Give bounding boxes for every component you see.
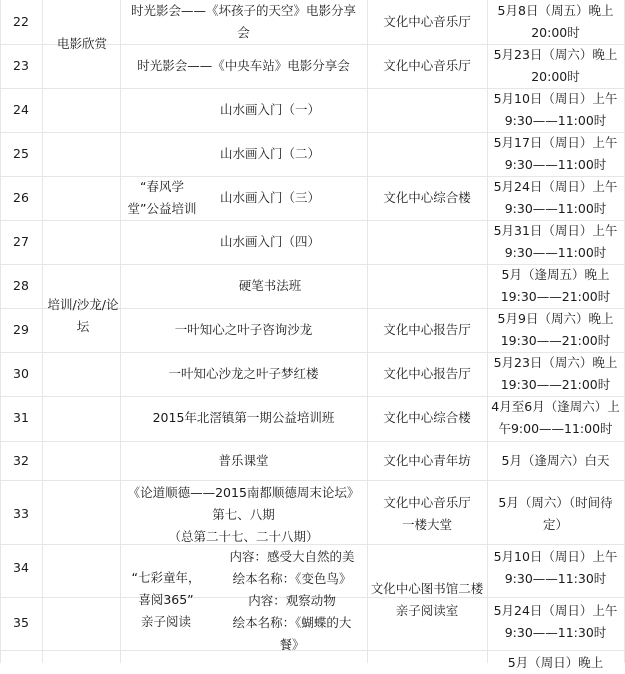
activity-content: 内容：感受大自然的美 [229, 549, 355, 564]
activity-content: 内容：观察动物 [248, 593, 336, 608]
row-number: 26 [13, 190, 29, 205]
time: 9:30——11:00时 [504, 245, 607, 260]
time: 5月（周六）（时间待 [498, 495, 613, 510]
row-number: 23 [13, 58, 29, 73]
time-partial: 5月（周日）晚上 [507, 655, 604, 670]
activity-content: 绘本名称：《变色鸟》 [232, 571, 352, 586]
venue: 文化中心报告厅 [383, 322, 471, 337]
activity-title: 时光影会——《坏孩子的天空》电影分享 [130, 3, 356, 18]
row-number: 25 [13, 146, 29, 161]
time: 9:30——11:00时 [504, 157, 607, 172]
activity-title: 山水画入门（三） [219, 190, 320, 205]
category-spring-wind: “春风学 [140, 179, 184, 194]
activity-title: 2015年北滘镇第一期公益培训班 [152, 410, 335, 425]
venue: 文化中心音乐厅 [383, 14, 471, 29]
activity-title: 一叶知心之叶子咨询沙龙 [174, 322, 313, 337]
venue: 文化中心音乐厅 [383, 495, 471, 510]
activity-title: 山水画入门（四） [219, 234, 320, 249]
time: 5月10日（周日）上午 [493, 549, 618, 564]
time: 19:30——21:00时 [500, 289, 611, 304]
time: 5月8日（周五）晚上 [497, 3, 614, 18]
row-divider [0, 441, 625, 442]
activity-title: 《论道顺德——2015南都顺德周末论坛》 [127, 485, 360, 500]
time: 20:00时 [531, 69, 580, 84]
venue: 文化中心音乐厅 [383, 58, 471, 73]
category-seven-color: 喜阅365” [138, 592, 194, 607]
activity-title: 硬笔书法班 [238, 278, 302, 293]
venue: 一楼大堂 [401, 517, 452, 532]
activity-title: 普乐课堂 [218, 453, 269, 468]
row-number: 29 [13, 322, 29, 337]
activity-title: 山水画入门（二） [219, 146, 320, 161]
row-number: 24 [13, 102, 29, 117]
venue: 文化中心报告厅 [383, 366, 471, 381]
time: 5月31日（周日）上午 [493, 223, 618, 238]
activity-content: 餐》 [279, 637, 305, 652]
time: 5月23日（周六）晚上 [493, 47, 618, 62]
activity-title: 山水画入门（一） [219, 102, 320, 117]
time: 19:30——21:00时 [500, 377, 611, 392]
activity-title: 时光影会——《中央车站》电影分享会 [137, 58, 350, 73]
time: 5月24日（周日）上午 [493, 179, 618, 194]
category-training: 坛 [76, 319, 90, 334]
time: 19:30——21:00时 [500, 333, 611, 348]
time: 5月24日（周日）上午 [493, 603, 618, 618]
venue: 文化中心青年坊 [383, 453, 471, 468]
row-number: 32 [13, 453, 29, 468]
row-number: 35 [13, 615, 29, 630]
time: 4月至6月（逢周六）上 [491, 399, 620, 414]
activity-title: （总第二十七、二十八期） [168, 529, 319, 544]
time: 午9:00——11:00时 [498, 421, 613, 436]
time: 定） [542, 517, 568, 532]
row-number: 34 [13, 560, 29, 575]
time: 5月10日（周日）上午 [493, 91, 618, 106]
time: 5月17日（周日）上午 [493, 135, 618, 150]
activity-content: 绘本名称：《蝴蝶的大 [232, 615, 352, 630]
time: 5月23日（周六）晚上 [493, 355, 618, 370]
row-number: 22 [13, 14, 29, 29]
row-number: 28 [13, 278, 29, 293]
venue: 文化中心综合楼 [383, 410, 471, 425]
category-training: 培训/沙龙/论 [47, 297, 119, 312]
activity-title: 会 [237, 25, 250, 40]
time: 5月（逢周五）晚上 [501, 267, 610, 282]
time: 9:30——11:00时 [504, 201, 607, 216]
time: 9:30——11:00时 [504, 113, 607, 128]
time: 9:30——11:30时 [504, 571, 607, 586]
time: 20:00时 [531, 25, 580, 40]
category-seven-color: 亲子阅读 [140, 614, 191, 629]
row-number: 27 [13, 234, 29, 249]
row-number: 31 [13, 410, 29, 425]
category-spring-wind: 堂”公益培训 [127, 201, 197, 216]
row-number: 33 [13, 506, 29, 521]
time: 5月9日（周六）晚上 [497, 311, 614, 326]
venue: 文化中心综合楼 [383, 190, 471, 205]
row-divider [0, 480, 625, 481]
activity-title: 第七、八期 [212, 507, 275, 522]
venue: 文化中心图书馆二楼 [370, 581, 484, 596]
time: 5月（逢周六）白天 [501, 453, 610, 468]
category-film: 电影欣赏 [56, 36, 107, 51]
category-seven-color: “七彩童年， [131, 570, 201, 585]
row-number: 30 [13, 366, 29, 381]
venue: 亲子阅读室 [395, 603, 459, 618]
time: 9:30——11:30时 [504, 625, 607, 640]
activity-title: 一叶知心沙龙之叶子梦红楼 [168, 366, 319, 381]
